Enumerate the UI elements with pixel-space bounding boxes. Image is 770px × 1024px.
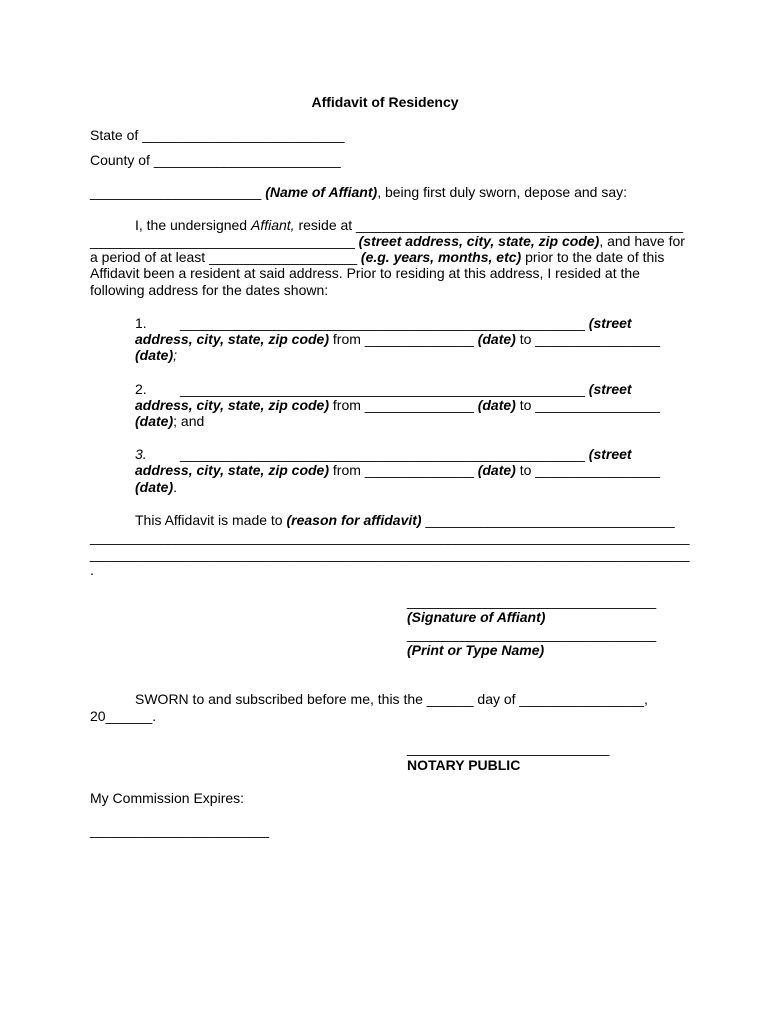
affiant-intro-line <box>90 184 627 200</box>
prior-address-dates <box>135 462 660 478</box>
reason-end-dot: . <box>90 562 94 578</box>
prior-address-dates <box>135 331 660 347</box>
from-blank: from ______________ <box>329 462 478 478</box>
to-blank: to ________________ <box>515 397 660 413</box>
sworn-intro-text: , being first duly sworn, depose and say: <box>377 184 627 200</box>
prior-address-line <box>180 446 632 462</box>
ending-punct: . <box>173 479 178 495</box>
sworn-line-2: 20______. <box>90 708 157 724</box>
affiant-word: Affiant, <box>250 217 295 233</box>
address-label: address, city, state, zip code) <box>135 397 329 413</box>
residence-line-5: following address for the dates shown: <box>90 282 329 298</box>
prior-address-end <box>135 479 177 495</box>
prior-address-number: 3. <box>135 446 147 462</box>
from-blank: from ______________ <box>329 397 478 413</box>
notary-public-label: NOTARY PUBLIC <box>407 757 521 773</box>
address-label: address, city, state, zip code) <box>135 462 329 478</box>
prior-address-end <box>135 347 177 363</box>
street-label: (street <box>588 381 632 397</box>
prior-address-line <box>180 315 632 331</box>
period-label: (e.g. years, months, etc) <box>360 249 522 265</box>
reason-line <box>135 512 675 528</box>
reason-blank: ________________________________ <box>421 512 675 528</box>
from-blank: from ______________ <box>329 331 478 347</box>
residence-line-1 <box>135 217 683 233</box>
residence-line-4: Affidavit been a resident at said address. Prior to residing at this address, I resided at the <box>90 265 640 281</box>
reason-blank-line-1: _____________________________________________________________________________ <box>90 529 690 545</box>
street-address-label: (street address, city, state, zip code) <box>358 233 600 249</box>
date-label: (date) <box>135 347 174 363</box>
county-line: County of ________________________ <box>90 152 341 168</box>
to-blank: to ________________ <box>515 331 660 347</box>
prior-address-end <box>135 413 204 429</box>
name-blank: ______________________ <box>90 184 262 200</box>
reason-label: (reason for affidavit) <box>286 512 422 528</box>
residence-text: prior to the date of this <box>521 249 665 265</box>
street-label: (street <box>588 315 632 331</box>
residence-text: I, the undersigned <box>135 217 251 233</box>
notary-line: __________________________ <box>407 740 610 756</box>
residence-line-2 <box>90 233 685 249</box>
commission-label: My Commission Expires: <box>90 790 245 806</box>
prior-address-number: 1. <box>135 315 147 331</box>
residence-blank: reside at __________________________________________ <box>294 217 684 233</box>
prior-address-blank: ____________________________________________________ <box>180 381 585 397</box>
state-line: State of __________________________ <box>90 127 345 143</box>
commission-line: _______________________ <box>90 822 270 838</box>
signature-label: (Signature of Affiant) <box>407 609 546 625</box>
address-blank: __________________________________ <box>90 233 355 249</box>
prior-address-blank: ____________________________________________________ <box>180 446 585 462</box>
to-blank: to ________________ <box>515 462 660 478</box>
ending-punct: ; and <box>173 413 205 429</box>
reason-blank-line-2: _____________________________________________________________________________ <box>90 546 690 562</box>
date-label: (date) <box>477 331 516 347</box>
sworn-line-1: SWORN to and subscribed before me, this the ______ day of ________________, <box>135 691 648 707</box>
prior-address-number: 2. <box>135 381 147 397</box>
document-title: Affidavit of Residency <box>311 94 459 110</box>
residence-text: , and have for <box>599 233 685 249</box>
date-label: (date) <box>477 462 516 478</box>
street-label: (street <box>588 446 632 462</box>
date-label: (date) <box>135 479 174 495</box>
print-name-line: ________________________________ <box>407 626 657 642</box>
date-label: (date) <box>477 397 516 413</box>
prior-address-dates <box>135 397 660 413</box>
name-of-affiant-label: (Name of Affiant) <box>265 184 378 200</box>
signature-line: ________________________________ <box>407 593 657 609</box>
reason-text: This Affidavit is made to <box>135 512 287 528</box>
prior-address-line <box>180 381 632 397</box>
residence-line-3 <box>90 249 664 265</box>
ending-punct: ; <box>173 347 178 363</box>
print-name-label: (Print or Type Name) <box>407 642 545 658</box>
date-label: (date) <box>135 413 174 429</box>
prior-address-blank: ____________________________________________________ <box>180 315 585 331</box>
address-label: address, city, state, zip code) <box>135 331 329 347</box>
period-blank: a period of at least ___________________ <box>90 249 358 265</box>
